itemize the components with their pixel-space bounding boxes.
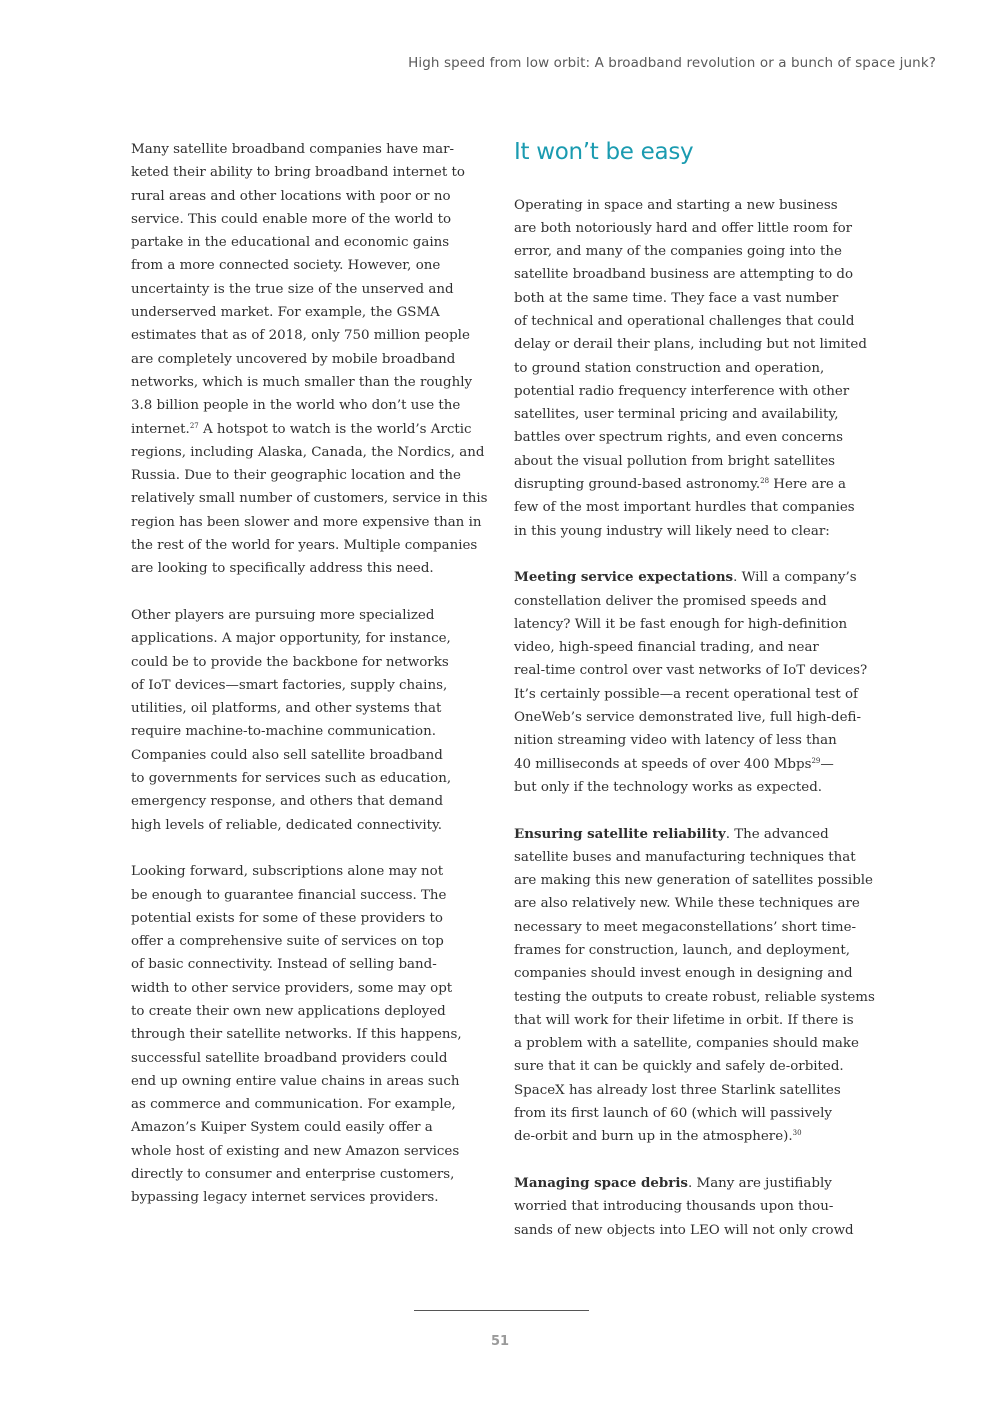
text-line: Other players are pursuing more specialized <box>131 607 435 623</box>
text-line: require machine-to-machine communication. <box>131 724 436 740</box>
text-line: constellation deliver the promised speeds and <box>514 593 827 609</box>
text-line: SpaceX has already lost three Starlink satellites <box>514 1082 841 1098</box>
text-run: Here are a <box>769 477 847 493</box>
footnote-ref-29: 29 <box>811 756 821 765</box>
text-line: satellite broadband business are attempting to do <box>514 267 854 283</box>
text-line: directly to consumer and enterprise customers, <box>131 1167 455 1183</box>
text-line: of technical and operational challenges that could <box>514 313 855 329</box>
text-line: relatively small number of customers, service in this <box>131 491 488 507</box>
text-line: about the visual pollution from bright satellites <box>514 453 836 469</box>
text-line: sands of new objects into LEO will not only crowd <box>514 1222 854 1238</box>
text-line: testing the outputs to create robust, reliable systems <box>514 989 875 1005</box>
text-line <box>514 823 864 846</box>
text-run: internet. <box>131 421 190 437</box>
text-line: are making this new generation of satellites possible <box>514 873 873 889</box>
text-line: satellite buses and manufacturing techniques that <box>514 849 856 865</box>
text-line: Many satellite broadband companies have mar- <box>131 142 455 157</box>
text-line: real-time control over vast networks of IoT devices? <box>514 663 868 679</box>
text-line: emergency response, and others that demand <box>131 794 444 810</box>
text-line: potential exists for some of these providers to <box>131 910 443 926</box>
text-line: nition streaming video with latency of less than <box>514 733 837 749</box>
text-line: could be to provide the backbone for networks <box>131 654 449 670</box>
text-line: utilities, oil platforms, and other systems that <box>131 701 442 717</box>
text-line: of basic connectivity. Instead of selling band- <box>131 957 437 973</box>
text-run: . Will a company’s <box>733 570 857 586</box>
lead-in-heading: Ensuring satellite reliability <box>514 825 726 842</box>
text-line: Operating in space and starting a new business <box>514 197 838 213</box>
text-line: It’s certainly possible—a recent operational test of <box>514 686 858 702</box>
text-line: service. This could enable more of the world to <box>131 211 452 227</box>
text-run: de-orbit and burn up in the atmosphere). <box>514 1129 793 1145</box>
text-line: few of the most important hurdles that companies <box>514 500 855 516</box>
text-line: Companies could also sell satellite broadband <box>131 747 443 763</box>
text-line: offer a comprehensive suite of services on top <box>131 934 444 950</box>
text-line: networks, which is much smaller than the roughly <box>131 374 473 390</box>
text-line: OneWeb’s service demonstrated live, full high-defi- <box>514 710 862 726</box>
text-line: delay or derail their plans, including but not limited <box>514 337 867 353</box>
text-line: applications. A major opportunity, for instance, <box>131 631 451 647</box>
footnote-ref-30: 30 <box>792 1129 802 1138</box>
text-line <box>131 418 481 441</box>
right-column <box>514 138 875 1265</box>
text-line: to governments for services such as education, <box>131 771 452 787</box>
text-line: satellites, user terminal pricing and availability, <box>514 407 839 423</box>
text-line: 3.8 billion people in the world who don’t use the <box>131 398 461 414</box>
paragraph-satellite-reliability <box>514 823 875 1149</box>
text-line: video, high-speed financial trading, and near <box>514 640 819 656</box>
text-line: keted their ability to bring broadband internet to <box>131 165 465 181</box>
footnote-ref-27: 27 <box>189 421 199 430</box>
text-line: are both notoriously hard and offer little room for <box>514 220 853 236</box>
text-line: worried that introducing thousands upon thou- <box>514 1199 834 1215</box>
text-line: rural areas and other locations with poor or no <box>131 188 451 204</box>
text-line <box>514 753 864 776</box>
text-line: from a more connected society. However, one <box>131 258 441 274</box>
text-line: be enough to guarantee financial success. The <box>131 887 447 903</box>
text-line: of IoT devices—smart factories, supply chains, <box>131 677 448 693</box>
text-line: error, and many of the companies going into the <box>514 244 842 260</box>
lead-in-heading: Meeting service expectations <box>514 569 734 586</box>
text-line: both at the same time. They face a vast number <box>514 290 839 306</box>
text-line: regions, including Alaska, Canada, the Nordics, and <box>131 444 485 460</box>
text-line: region has been slower and more expensive than in <box>131 514 482 530</box>
text-line: uncertainty is the true size of the unserved and <box>131 281 454 297</box>
paragraph-service-expectations <box>514 566 868 799</box>
text-line: a problem with a satellite, companies should make <box>514 1036 859 1052</box>
text-line: are completely uncovered by mobile broadband <box>131 351 456 367</box>
footnote-ref-28: 28 <box>760 477 770 486</box>
footer-divider <box>414 1310 589 1311</box>
text-line: as commerce and communication. For example, <box>131 1097 456 1113</box>
text-run: 40 milliseconds at speeds of over 400 Mbps <box>514 756 812 772</box>
text-line: whole host of existing and new Amazon services <box>131 1143 460 1159</box>
text-line <box>514 1125 864 1148</box>
text-line: sure that it can be quickly and safely de-orbited. <box>514 1059 844 1075</box>
text-line: are looking to specifically address this need. <box>131 561 434 577</box>
text-line: to create their own new applications deployed <box>131 1003 446 1019</box>
text-line: Looking forward, subscriptions alone may not <box>131 864 444 880</box>
text-run: . The advanced <box>725 826 829 842</box>
section-title: It won’t be easy <box>514 139 694 165</box>
text-line <box>514 566 864 589</box>
text-line: frames for construction, launch, and deployment, <box>514 943 851 958</box>
text-line: from its first launch of 60 (which will passively <box>514 1106 832 1122</box>
text-line: necessary to meet megaconstellations’ short time- <box>514 919 857 935</box>
left-column <box>131 138 488 1233</box>
running-header: High speed from low orbit: A broadband revolution or a bunch of space junk? <box>408 55 936 71</box>
text-line: bypassing legacy internet services providers. <box>131 1190 439 1206</box>
page-number: 51 <box>490 1334 510 1349</box>
text-line: battles over spectrum rights, and even concerns <box>514 430 843 446</box>
text-line: underserved market. For example, the GSMA <box>131 305 440 321</box>
text-line: through their satellite networks. If this happens, <box>131 1027 462 1043</box>
text-line: that will work for their lifetime in orbit. If there is <box>514 1012 854 1028</box>
text-line: companies should invest enough in designing and <box>514 966 853 982</box>
text-line: end up owning entire value chains in areas such <box>131 1073 460 1089</box>
text-line: potential radio frequency interference with other <box>514 383 850 399</box>
text-line: Russia. Due to their geographic location and the <box>131 468 461 484</box>
title-spacer <box>514 170 864 194</box>
text-line: width to other service providers, some may opt <box>131 980 453 996</box>
text-line: high levels of reliable, dedicated connectivity. <box>131 817 443 833</box>
paragraph-looking-forward <box>131 860 481 1209</box>
lead-in-heading: Managing space debris <box>514 1174 688 1191</box>
text-run: . Many are justifiably <box>687 1175 832 1191</box>
text-line: estimates that as of 2018, only 750 million people <box>131 328 470 344</box>
text-line: successful satellite broadband providers could <box>131 1050 448 1066</box>
text-line: latency? Will it be fast enough for high-definition <box>514 616 848 632</box>
paragraph-specialized-applications <box>131 604 481 837</box>
text-line: the rest of the world for years. Multiple companies <box>131 538 478 554</box>
text-line: Amazon’s Kuiper System could easily offer a <box>131 1120 433 1136</box>
paragraph-intro <box>514 194 867 543</box>
paragraph-space-debris <box>514 1172 864 1242</box>
text-line: are also relatively new. While these techniques are <box>514 896 860 912</box>
paragraph-unserved-market <box>131 138 488 581</box>
text-run: A hotspot to watch is the world’s Arctic <box>198 421 472 437</box>
text-line: to ground station construction and operation, <box>514 360 825 376</box>
text-line: but only if the technology works as expected. <box>514 779 823 795</box>
text-line <box>514 473 864 496</box>
text-line <box>514 1172 864 1195</box>
text-run: — <box>820 756 834 772</box>
text-run: disrupting ground-based astronomy. <box>514 477 761 493</box>
text-line: partake in the educational and economic gains <box>131 235 450 251</box>
text-line: in this young industry will likely need to clear: <box>514 523 830 539</box>
